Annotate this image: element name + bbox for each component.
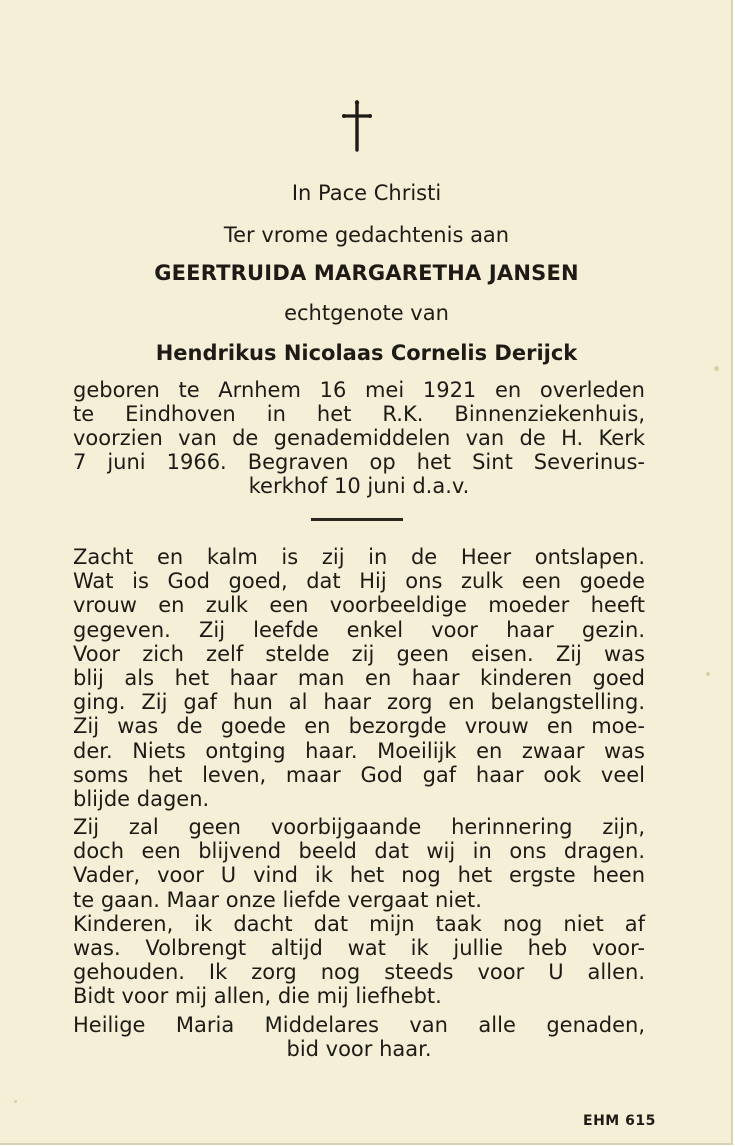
- prayer: [73, 1013, 645, 1061]
- biography: [73, 378, 645, 498]
- relation-text: echtgenote van: [284, 301, 449, 325]
- text-line: ging. Zij gaf hun al haar zorg en belangstelling.: [73, 690, 645, 715]
- paragraph-2: [73, 815, 645, 1009]
- bio-line: te Eindhoven in het R.K. Binnenziekenhuis,: [73, 402, 645, 426]
- text-line: Zacht en kalm is zij in de Heer ontslapen.: [73, 545, 645, 569]
- prayer-line: Heilige Maria Middelares van alle genaden,: [73, 1013, 645, 1037]
- cross-icon: [340, 100, 374, 152]
- text-line: vrouw en zulk een voorbeeldige moeder heeft: [73, 593, 645, 618]
- divider: [311, 518, 403, 521]
- printer-code: EHM 615: [583, 1113, 656, 1129]
- bio-line: geboren te Arnhem 16 mei 1921 en overleden: [73, 378, 645, 402]
- dedication-text: Ter vrome gedachtenis aan: [223, 223, 510, 247]
- text-line: gehouden. Ik zorg nog steeds voor U allen.: [73, 960, 645, 985]
- paper-stain: [14, 1100, 17, 1103]
- paper-stain: [714, 366, 719, 371]
- text-line: der. Niets ontging haar. Moeilijk en zwaar was: [73, 738, 645, 763]
- text-line: gegeven. Zij leefde enkel voor haar gezin.: [73, 617, 645, 642]
- spouse-name: Hendrikus Nicolaas Cornelis Derijck: [155, 341, 578, 365]
- text-line: Vader, voor U vind ik het nog het ergste heen: [73, 863, 645, 888]
- text-line: blijde dagen.: [73, 786, 210, 811]
- bio-line: kerkhof 10 juni d.a.v.: [248, 474, 470, 498]
- bio-line: 7 juni 1966. Begraven op het Sint Severinus-: [73, 450, 645, 474]
- text-line: Voor zich zelf stelde zij geen eisen. Zij was: [73, 641, 645, 666]
- text-line: was. Volbrengt altijd wat ik jullie heb voor-: [73, 935, 645, 960]
- paper-stain: [706, 672, 710, 676]
- text-line: Zij was de goede en bezorgde vrouw en moe-: [73, 714, 645, 739]
- paragraph-1: [73, 545, 645, 811]
- text-line: Kinderen, ik dacht dat mijn taak nog niet af: [73, 911, 645, 936]
- header-text: In Pace Christi: [291, 181, 442, 205]
- text-line: Zij zal geen voorbijgaande herinnering zijn,: [73, 815, 645, 839]
- text-line: Bidt voor mij allen, die mij liefhebt.: [73, 984, 442, 1009]
- text-line: blij als het haar man en haar kinderen goed: [73, 665, 645, 690]
- text-line: Wat is God goed, dat Hij ons zulk een goede: [73, 569, 645, 594]
- text-line: doch een blijvend beeld dat wij in ons dragen.: [73, 839, 645, 864]
- prayer-line: bid voor haar.: [286, 1037, 432, 1062]
- bio-line: voorzien van de genademiddelen van de H. Kerk: [73, 426, 645, 450]
- text-line: soms het leven, maar God gaf haar ook veel: [73, 762, 645, 787]
- text-line: te gaan. Maar onze liefde vergaat niet.: [73, 887, 482, 912]
- deceased-name: GEERTRUIDA MARGARETHA JANSEN: [154, 261, 579, 285]
